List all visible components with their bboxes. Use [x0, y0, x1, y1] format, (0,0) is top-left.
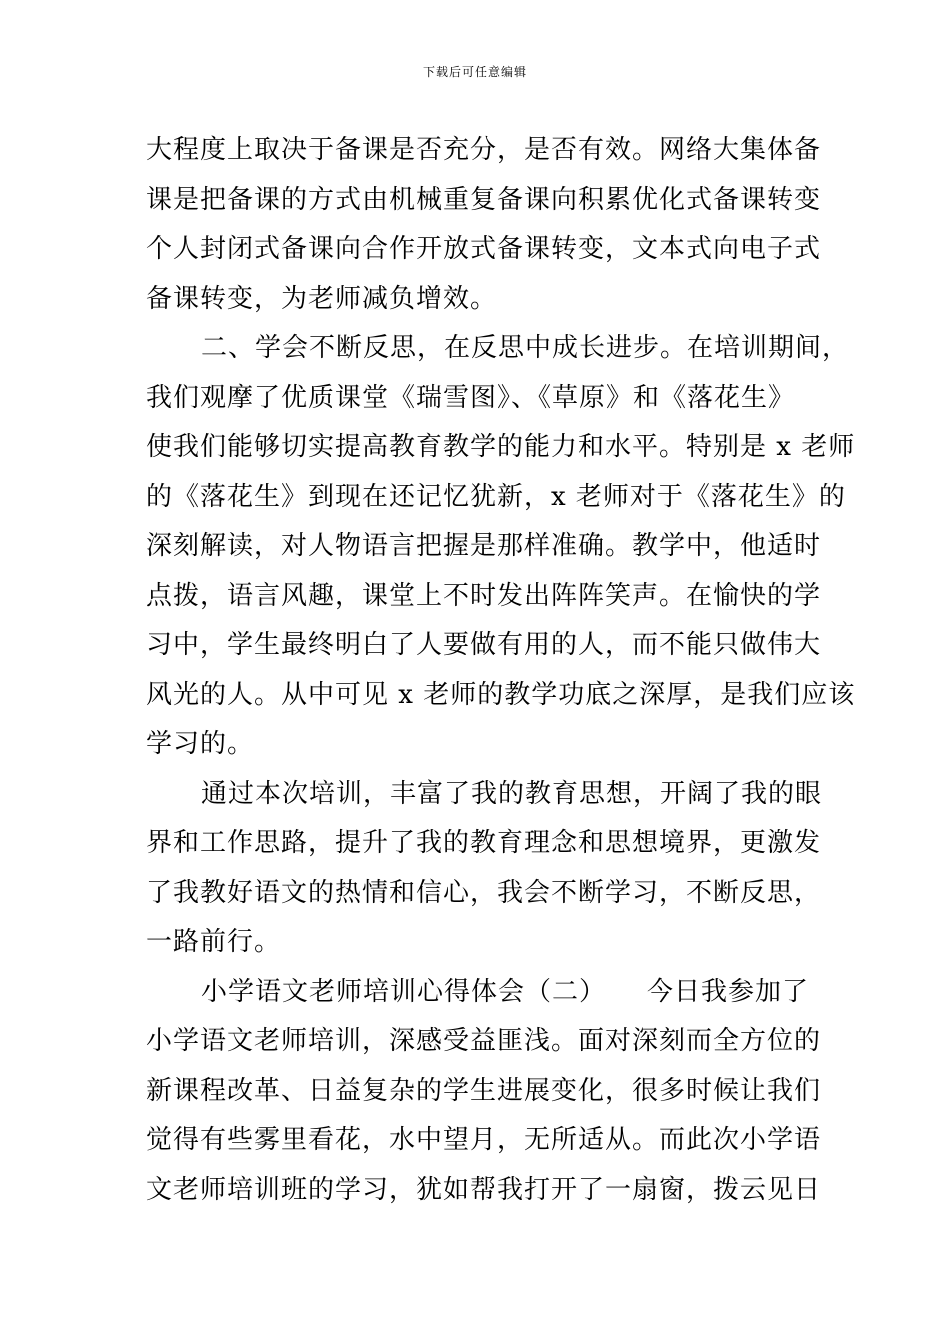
page-header: 下载后可任意编辑 — [422, 65, 527, 79]
text-line: 文老师培训班的学习，犹如帮我打开了一扇窗，拨云见日 — [146, 1174, 822, 1205]
text-line: 小学语文老师培训，深感受益匪浅。面对深刻而全方位的 — [146, 1026, 822, 1056]
text-line: 个人封闭式备课向合作开放式备课转变，文本式向电子式 — [146, 234, 822, 264]
text-line: 备课转变，为老师减负增效。 — [146, 283, 498, 314]
text-line: 我们观摩了优质课堂《瑞雪图》、《草原》和《落花生》 — [146, 382, 796, 413]
text-line: 学习的。 — [146, 729, 255, 759]
text-line: 了我教好语文的热情和信心，我会不断学习，不断反思， — [146, 877, 822, 908]
text-line: 习中，学生最终明白了人要做有用的人，而不能只做伟大 — [146, 630, 822, 660]
text-line: 大程度上取决于备课是否充分，是否有效。网络大集体备 — [146, 135, 822, 165]
text-line: 使我们能够切实提高教育教学的能力和水平。特别是 x 老师 — [146, 432, 856, 462]
text-line: 新课程改革、日益复杂的学生进展变化，很多时候让我们 — [146, 1075, 822, 1106]
text-line: 课是把备课的方式由机械重复备课向积累优化式备课转变 — [146, 184, 822, 215]
text-line: 点拨，语言风趣，课堂上不时发出阵阵笑声。在愉快的学 — [146, 580, 822, 611]
text-line: 觉得有些雾里看花，水中望月，无所适从。而此次小学语 — [146, 1125, 822, 1155]
text-line: 的《落花生》到现在还记忆犹新，x 老师对于《落花生》的 — [146, 481, 846, 512]
text-line: 小学语文老师培训心得体会（二） 今日我参加了 — [201, 976, 810, 1007]
text-line: 界和工作思路，提升了我的教育理念和思想境界，更激发 — [146, 828, 822, 858]
text-line: 一路前行。 — [146, 927, 282, 957]
text-line: 深刻解读，对人物语言把握是那样准确。教学中，他适时 — [146, 531, 822, 561]
text-line: 通过本次培训，丰富了我的教育思想，开阔了我的眼 — [201, 778, 823, 809]
body-text — [146, 126, 856, 1215]
text-line: 二、学会不断反思，在反思中成长进步。在培训期间， — [201, 333, 850, 363]
text-line: 风光的人。从中可见 x 老师的教学功底之深厚，是我们应该 — [146, 679, 856, 710]
